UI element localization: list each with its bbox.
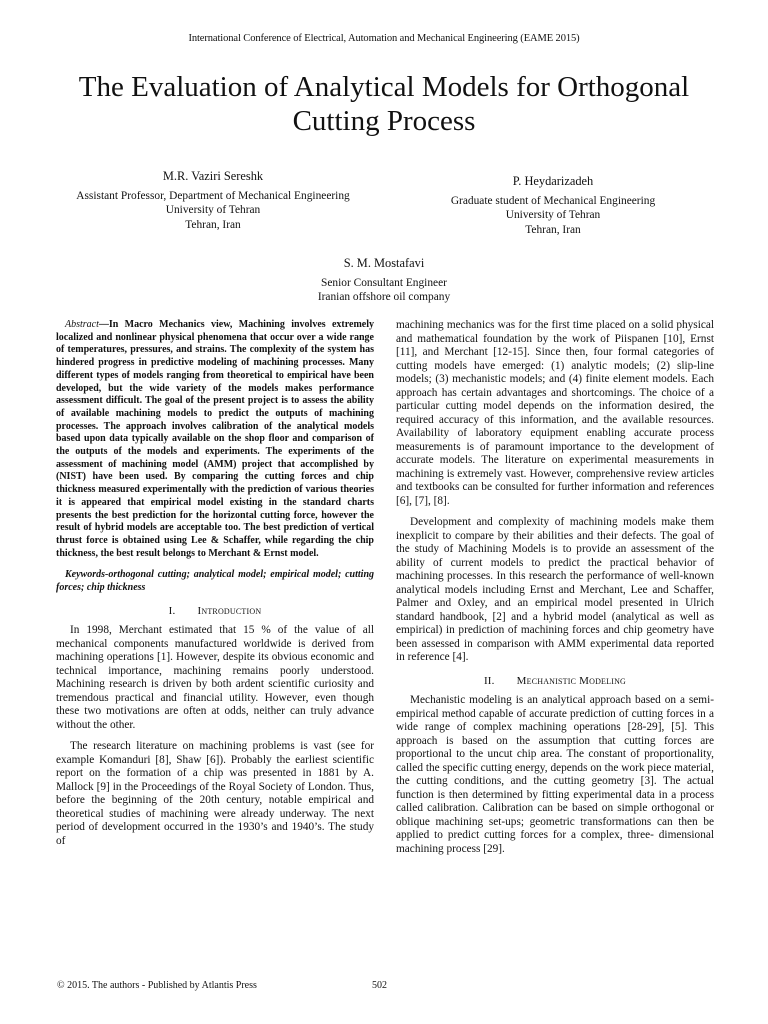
author-name: S. M. Mostafavi xyxy=(343,256,425,270)
body-paragraph-continued: machining mechanics was for the first time placed on a solid physical and mathematical foundation by the work of Piispanen [10], Ernst [11], and Merchant [12-15]. Since then, four formal categories of cutting models have emerged: (1) analytic models; (2) slip-line models; (3) mechanistic models; and (4) finite element models. Each approach has certain advantages and shortcomings. The choice of a particular cutting model depends on the information desired, the required accuracy of this information, and the available resources. Availability of laboratory equipment enabling accurate process measurements is of paramount importance to the development of accurate models. The literature on experimental measurements in machining is extremely vast. However, comprehensive review articles and textbooks can be consulted for further information and references [6], [7], [8]. xyxy=(396,319,714,507)
title-line-2: Cutting Process xyxy=(292,105,476,137)
copyright-notice: © 2015. The authors - Published by Atlantis Press xyxy=(57,980,257,991)
left-column xyxy=(56,319,374,856)
right-column xyxy=(396,319,714,864)
author-name: M.R. Vaziri Sereshk xyxy=(162,169,264,183)
section-number: I. xyxy=(168,604,176,617)
paper-title xyxy=(40,70,728,138)
abstract-text: In Macro Mechanics view, Machining involves extremely localized and nonlinear physical phenomena that occur over a wide range of temperatures, pressures, and strains. The complexity of the system has hindered progress in predictive modeling of machining processes. Many different types of models ranging from theoretical to empirical have been developed, but the wide variety of the models makes performance assessment difficult. The goal of the present project is to assess the ability of available machining models to predict the outputs of machining processes. The approach involves calibration of the analytical models based upon data typically available on the shop floor and comparison of the outputs of the models and experiments. The experiments of the assessment of machining model (AMM) project that accomplished by (NIST) have been used. By comparing the cutting forces and chip thickness measured experimentally with the prediction of various theories it is appeared that empirical model existing in the standard charts presents the best prediction for the horizontal cutting force, however the result of hybrid models are acceptable too. The best prediction of vertical thrust force is obtained using Lee & Schaffer, while regarding the chip thickness, the best result belongs to Merchant & Ernst model. xyxy=(56,319,374,559)
conference-header: International Conference of Electrical, Automation and Mechanical Engineering (EAME 2015) xyxy=(188,33,580,44)
section-title: Mechanistic Modeling xyxy=(516,674,627,687)
author-affiliation-line: Tehran, Iran xyxy=(525,223,581,236)
body-paragraph-3: Mechanistic modeling is an analytical approach based on a semi-empirical method capable of accurate prediction of cutting forces in a wide range of complex machining operations [28-29], [5]. This approach is based on the assumption that cutting forces are proportional to the uncut chip area. The constant of proportionality, called the specific cutting energy, depends on the work piece material, the cutting conditions, and the cutting geometry [3]. The actual function is then determined by fitting experimental data in a process called calibration. Calibration can be based on simple orthogonal or oblique machining set-ups; geometric transformations can then be applied to predict cutting forces for a complex, three- dimensional machining process [29]. xyxy=(396,694,714,855)
section-heading-introduction xyxy=(56,605,374,619)
author-affiliation-line: Graduate student of Mechanical Engineering xyxy=(450,195,656,208)
author-affiliation-line: University of Tehran xyxy=(165,204,261,217)
title-line-1: The Evaluation of Analytical Models for Orthogonal xyxy=(78,71,690,103)
author-affiliation-line: Tehran, Iran xyxy=(185,218,241,231)
abstract xyxy=(56,319,374,560)
author-affiliation-line: University of Tehran xyxy=(505,209,601,222)
section-number: II. xyxy=(483,674,495,687)
intro-paragraph-1: In 1998, Merchant estimated that 15 % of the value of all mechanical components manufactured worldwide is derived from machining operations [1]. However, despite its obvious economic and technical importance, machining remains poorly understood. Machining research is driven by both ardent scientific curiosity and tremendous practical and financial utility. However, even though these two motivations are often at odds, neither can truly advance without the other. xyxy=(56,624,374,731)
intro-paragraph-2: The research literature on machining problems is vast (see for example Komanduri [8], Shaw [6]). Probably the earliest scientific report on the formation of a chip was presented in 1881 by A. Mallock [9] in the Proceedings of the Royal Society of London. Thus, before the beginning of the 20th century, notable empirical and theoretical studies of machining were already underway. The next period of development occurred in the 1930’s and 1940’s. The study of xyxy=(56,740,374,847)
page-number: 502 xyxy=(372,980,387,991)
author-affiliation-line: Iranian offshore oil company xyxy=(317,291,451,304)
author-name: P. Heydarizadeh xyxy=(512,174,594,188)
section-title: Introduction xyxy=(197,604,262,617)
section-heading-mechanistic-modeling xyxy=(396,675,714,689)
body-paragraph-2: Development and complexity of machining models make them inexplicit to compare by their abilities and their defects. The goal of the study of Machining Models is to provide an assessment of the ability of current models to predict the practical behavior of machining processes. In this research the performance of well-known analytical models including Ernst and Merchant, Lee and Schaffer, Palmer and Oxley, and an empirical model presented in Ulrich standard handbook, [2] and a hybrid model (analytical as well as empirical) in prediction of machining forces and chip geometry have been assessed in comparison with AMM experimental data reported in reference [4]. xyxy=(396,516,714,663)
author-block-1 xyxy=(40,169,386,232)
keywords: Keywords-orthogonal cutting; analytical model; empirical model; cutting forces; chip thickness xyxy=(56,569,374,594)
author-affiliation-line: Senior Consultant Engineer xyxy=(321,277,447,290)
abstract-dash: — xyxy=(98,319,109,330)
abstract-label: Abstract xyxy=(65,319,99,330)
author-block-2 xyxy=(403,174,703,237)
author-block-3 xyxy=(40,256,728,305)
author-affiliation-line: Assistant Professor, Department of Mechanical Engineering xyxy=(76,190,350,203)
